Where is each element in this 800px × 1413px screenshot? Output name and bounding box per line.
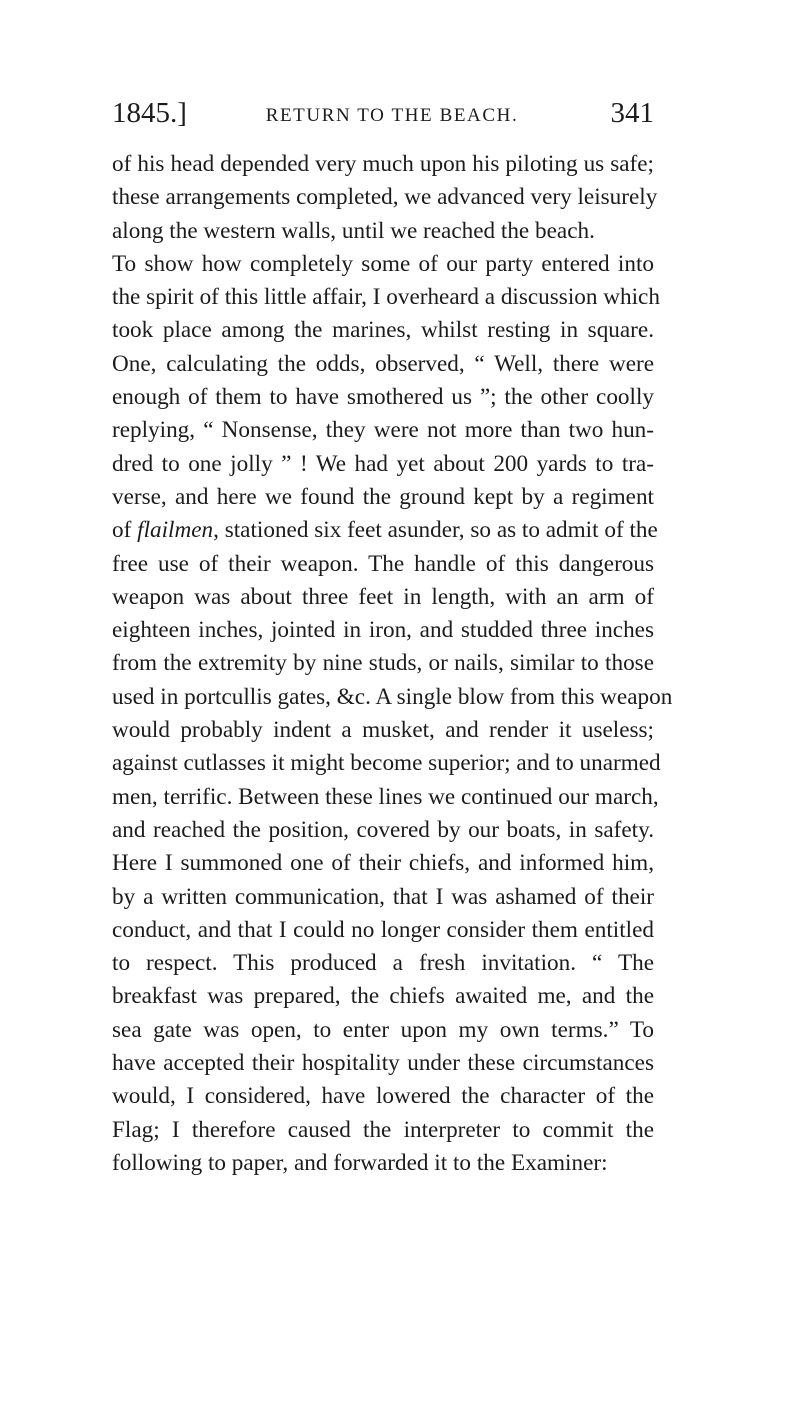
- text-line: Here I summoned one of their chiefs, and informed him,: [112, 850, 654, 877]
- text-line: breakfast was prepared, the chiefs awaited me, and the: [112, 983, 654, 1010]
- text-line: have accepted their hospitality under these circumstances: [112, 1050, 654, 1077]
- text-line: verse, and here we found the ground kept by a regiment: [112, 483, 654, 510]
- text-line: these arrangements completed, we advanced very leisurely: [112, 184, 658, 211]
- text-line: replying, “ Nonsense, they were not more than two hun-: [112, 417, 654, 444]
- running-head-year: 1845.]: [112, 97, 187, 129]
- text-line: sea gate was open, to enter upon my own terms.” To: [112, 1016, 654, 1043]
- text-line: by a written communication, that I was ashamed of their: [112, 883, 654, 910]
- page-number: 341: [610, 97, 654, 129]
- running-head-title: RETURN TO THE BEACH.: [265, 105, 519, 126]
- italic-word: flailmen: [137, 517, 214, 544]
- text-line: and reached the position, covered by our boats, in safety.: [112, 816, 654, 843]
- text-line: from the extremity by nine studs, or nails, similar to those: [112, 650, 654, 677]
- text-line: the spirit of this little affair, I overheard a discussion which: [112, 284, 660, 311]
- text-line: against cutlasses it might become superior; and to unarmed: [112, 750, 661, 777]
- text-line: used in portcullis gates, &c. A single blow from this weapon: [112, 683, 673, 710]
- running-head: [112, 93, 654, 133]
- text-line: took place among the marines, whilst resting in square.: [112, 317, 654, 344]
- text-line: Flag; I therefore caused the interpreter to commit the: [112, 1116, 654, 1143]
- text-line: eighteen inches, jointed in iron, and studded three inches: [112, 617, 654, 644]
- text-line: of flailmen, stationed six feet asunder, so as to admit of the: [112, 517, 658, 544]
- text-line: would probably indent a musket, and render it useless;: [112, 717, 654, 744]
- text-line: following to paper, and forwarded it to the Examiner:: [112, 1149, 608, 1176]
- text-line: men, terrific. Between these lines we continued our march,: [112, 783, 659, 810]
- text-line: to respect. This produced a fresh invitation. “ The: [112, 950, 654, 977]
- text-line: conduct, and that I could no longer consider them entitled: [112, 916, 654, 943]
- text-line: To show how completely some of our party entered into: [112, 250, 654, 277]
- text-line: would, I considered, have lowered the character of the: [112, 1083, 654, 1110]
- text-line: free use of their weapon. The handle of this dangerous: [112, 550, 654, 577]
- text-line: along the western walls, until we reached the beach.: [112, 217, 595, 244]
- text-line: of his head depended very much upon his piloting us safe;: [112, 151, 654, 177]
- text-line: weapon was about three feet in length, with an arm of: [112, 583, 654, 610]
- body-text: [112, 148, 673, 1180]
- text-line: dred to one jolly ” ! We had yet about 200 yards to tra-: [112, 450, 654, 477]
- text-line: One, calculating the odds, observed, “ Well, there were: [112, 350, 654, 377]
- text-line: enough of them to have smothered us ”; the other coolly: [112, 384, 654, 411]
